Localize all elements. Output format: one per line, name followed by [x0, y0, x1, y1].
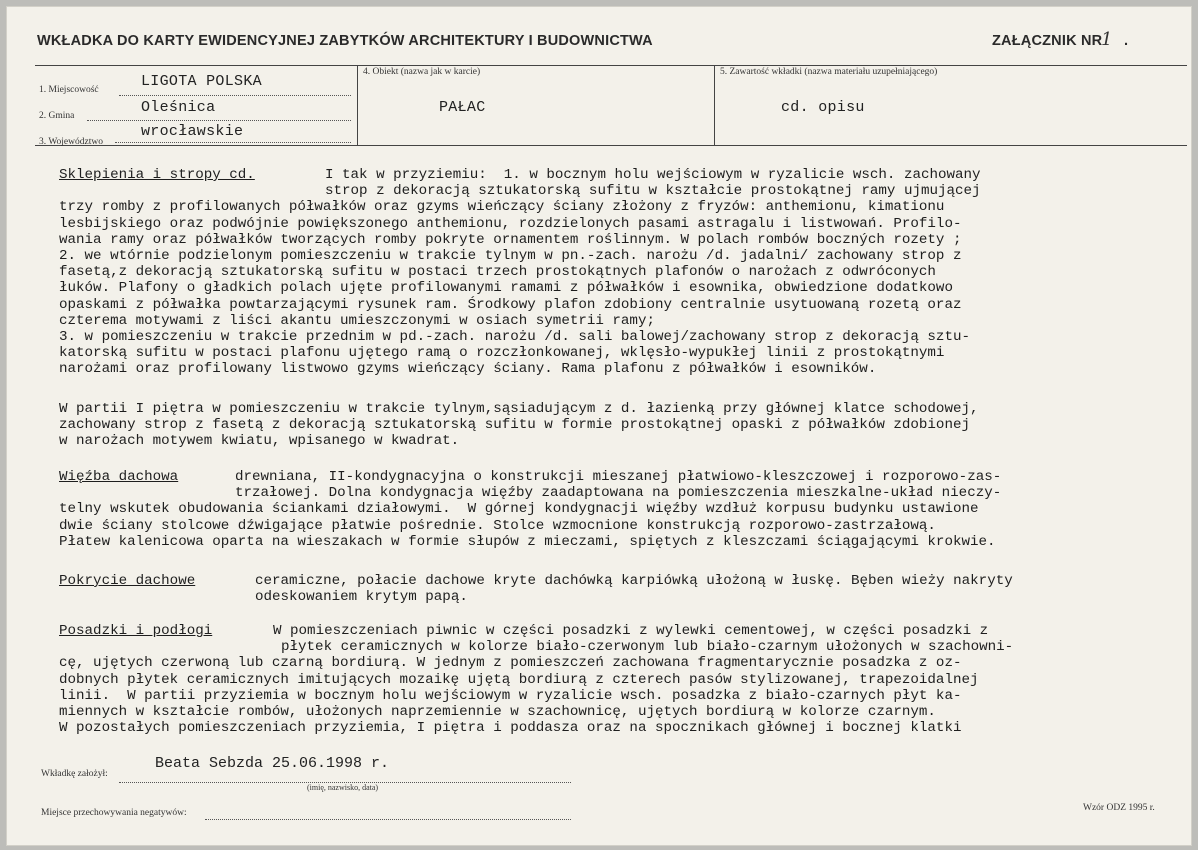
object-label: 4. Obiekt (nazwa jak w karcie) [363, 67, 481, 77]
text-line: trzałowej. Dolna kondygnacja więźby zaadaptowana na pomieszczenia mieszkalne-układ nieczy- [235, 485, 1002, 502]
text-line: drewniana, II-kondygnacyjna o konstrukcji mieszanej płatwiowo-kleszczowej i rozporowo-zas- [235, 469, 1002, 485]
text-line: W pomieszczeniach piwnic w części posadzki z wylewki cementowej, w części posadzki z [273, 623, 989, 639]
commune-value: Oleśnica [141, 99, 216, 116]
text-line: W pozostałych pomieszczeniach przyziemia, I piętra i poddasza oraz na spocznikach głównej i bocznej klatki [59, 720, 962, 737]
text-line: trzy romby z profilowanych półwałków oraz gzyms wieńczący ściany złożony z fryzów: anthemionu, kimationu [59, 199, 945, 216]
text-line: fasetą,z dekoracją sztukatorską sufitu w postaci trzech prostokątnych plafonów o narożach z odwróconych [59, 264, 936, 281]
attachment-suffix: . [1124, 33, 1129, 49]
voivodeship-dotted-line [115, 142, 351, 143]
text-line: 3. w pomieszczeniu w trakcie przednim w pd.-zach. narożu /d. sali balowej/zachowany strop z dekoracją sztu- [59, 329, 970, 345]
locality-label: 1. Miejscowość [39, 85, 99, 95]
negatives-label: Miejsce przechowywania negatywów: [41, 808, 187, 818]
registry-form-sheet [6, 6, 1192, 846]
field-box-bottom-rule [35, 145, 1187, 146]
author-value: Beata Sebzda 25.06.1998 r. [155, 755, 390, 772]
form-title: WKŁADKA DO KARTY EWIDENCYJNEJ ZABYTKÓW ARCHITEKTURY I BUDOWNICTWA [37, 33, 653, 49]
form-id: Wzór ODZ 1995 r. [1083, 803, 1155, 813]
section-heading: Więźba dachowa [59, 469, 179, 485]
attachment-label: ZAŁĄCZNIK NR [992, 33, 1103, 49]
text-line: miennych w kształcie rombów, ułożonych naprzemiennie w szachownicę, ujętych bordiurą w kolorze czarnym. [59, 704, 936, 720]
text-line: płytek ceramicznych w kolorze biało-czerwonym lub biało-czarnym ułożonych w szachowni- [281, 639, 1014, 656]
text-line: I tak w przyziemiu: 1. w bocznym holu wejściowym w ryzalicie wsch. zachowany [325, 167, 981, 183]
text-line: dobnych płytek ceramicznych imitujących mozaikę ujętą bordiurą z czterech pasów stylizowanej, trapezoidalnej [59, 671, 979, 688]
author-hint: (imię, nazwisko, data) [307, 783, 379, 792]
text-line: katorską sufitu w postaci plafonu ujętego ramą o rozczłonkowanej, wklęsło-wypukłej linii z prostokątnymi [59, 345, 945, 362]
text-line: W partii I piętra w pomieszczeniu w trakcie tylnym,sąsiadującym z d. łazienką przy głównej klatce schodowej, [59, 401, 979, 417]
field-divider-2 [714, 65, 715, 145]
text-line: dwie ściany stolcowe dźwigające płatwie pośrednie. Stolce wzmocnione konstrukcją rozporowo-zastrzałową. [59, 517, 936, 534]
text-line: linii. W partii przyziemia w bocznym holu wejściowym w ryzalicie wsch. posadzka z biało-czarnych płyt ka- [59, 687, 962, 704]
object-value: PAŁAC [439, 99, 486, 116]
text-line: lesbijskiego oraz podwójnie powiększonego anthemionu, rozdzielonych pasami astragalu i listwowań. Profilo- [59, 215, 962, 232]
commune-dotted-line [87, 120, 351, 121]
text-line: 2. we wtórnie podzielonym pomieszczeniu w trakcie tylnym w pn.-zach. narożu /d. jadalni/ zachowany strop z [59, 248, 962, 264]
attachment-number: 1 [1101, 29, 1113, 50]
section-heading: Sklepienia i stropy cd. [59, 167, 255, 183]
text-line: ceramiczne, połacie dachowe kryte dachówką karpiówką ułożoną w łuskę. Bęben wieży nakryty [255, 573, 1013, 589]
voivodeship-value: wrocławskie [141, 123, 244, 140]
text-line: zachowany strop z fasetą z dekoracją sztukatorską sufitu w formie prostokątnej opaski z półwałków zdobionej [59, 417, 970, 434]
content-label: 5. Zawartość wkładki (nazwa materiału uzupełniającego) [720, 67, 938, 77]
text-line: w narożach motywem kwiatu, wpisanego w kwadrat. [59, 433, 460, 450]
negatives-dotted-line [205, 819, 571, 820]
text-line: narożami oraz profilowany listwowo gzyms wieńczący ściany. Rama plafonu z półwałków i esowników. [59, 361, 877, 378]
field-box-top-rule [35, 65, 1187, 66]
text-line: cę, ujętych czerwoną lub czarną bordiurą. W jednym z pomieszczeń zachowana fragmentarycznie posadzka z oz- [59, 655, 962, 672]
section-heading: Posadzki i podłogi [59, 623, 213, 639]
text-line: strop z dekoracją sztukatorską sufitu w kształcie prostokątnej ramy ujmującej [325, 183, 981, 200]
text-line: telny wskutek obudowania ściankami działowymi. W górnej kondygnacji więźby wzdłuż korpusu budynku ustawione [59, 501, 979, 518]
text-line: odeskowaniem krytym papą. [255, 589, 468, 606]
section-heading: Pokrycie dachowe [59, 573, 196, 589]
voivodeship-label: 3. Województwo [39, 137, 103, 147]
locality-dotted-line [119, 95, 351, 96]
text-line: Płatew kalenicowa oparta na wieszakach w formie słupów z mieczami, spiętych z kleszczami ściągającymi krokwie. [59, 533, 996, 550]
text-line: wania ramy oraz półwałków tworzących romby pokryte ornamentem roślinnym. W polach rombów boczných rozety ; [59, 231, 962, 248]
text-line: opaskami z półwałka powtarzającymi rysunek ram. Środkowy plafon zdobiony centralnie usytuowaną rozetą oraz [59, 296, 962, 313]
commune-label: 2. Gmina [39, 111, 75, 121]
field-divider-1 [357, 65, 358, 145]
text-line: czterema motywami z liści akantu umieszczonymi w osiach symetrii ramy; [59, 312, 655, 329]
locality-value: LIGOTA POLSKA [141, 73, 262, 90]
text-line: łuków. Plafony o gładkich polach ujęte profilowanymi ramami z półwałków i esownika, obwiedzione dodatkowo [59, 280, 953, 297]
author-label: Wkładkę założył: [41, 769, 108, 779]
content-value: cd. opisu [781, 99, 865, 116]
